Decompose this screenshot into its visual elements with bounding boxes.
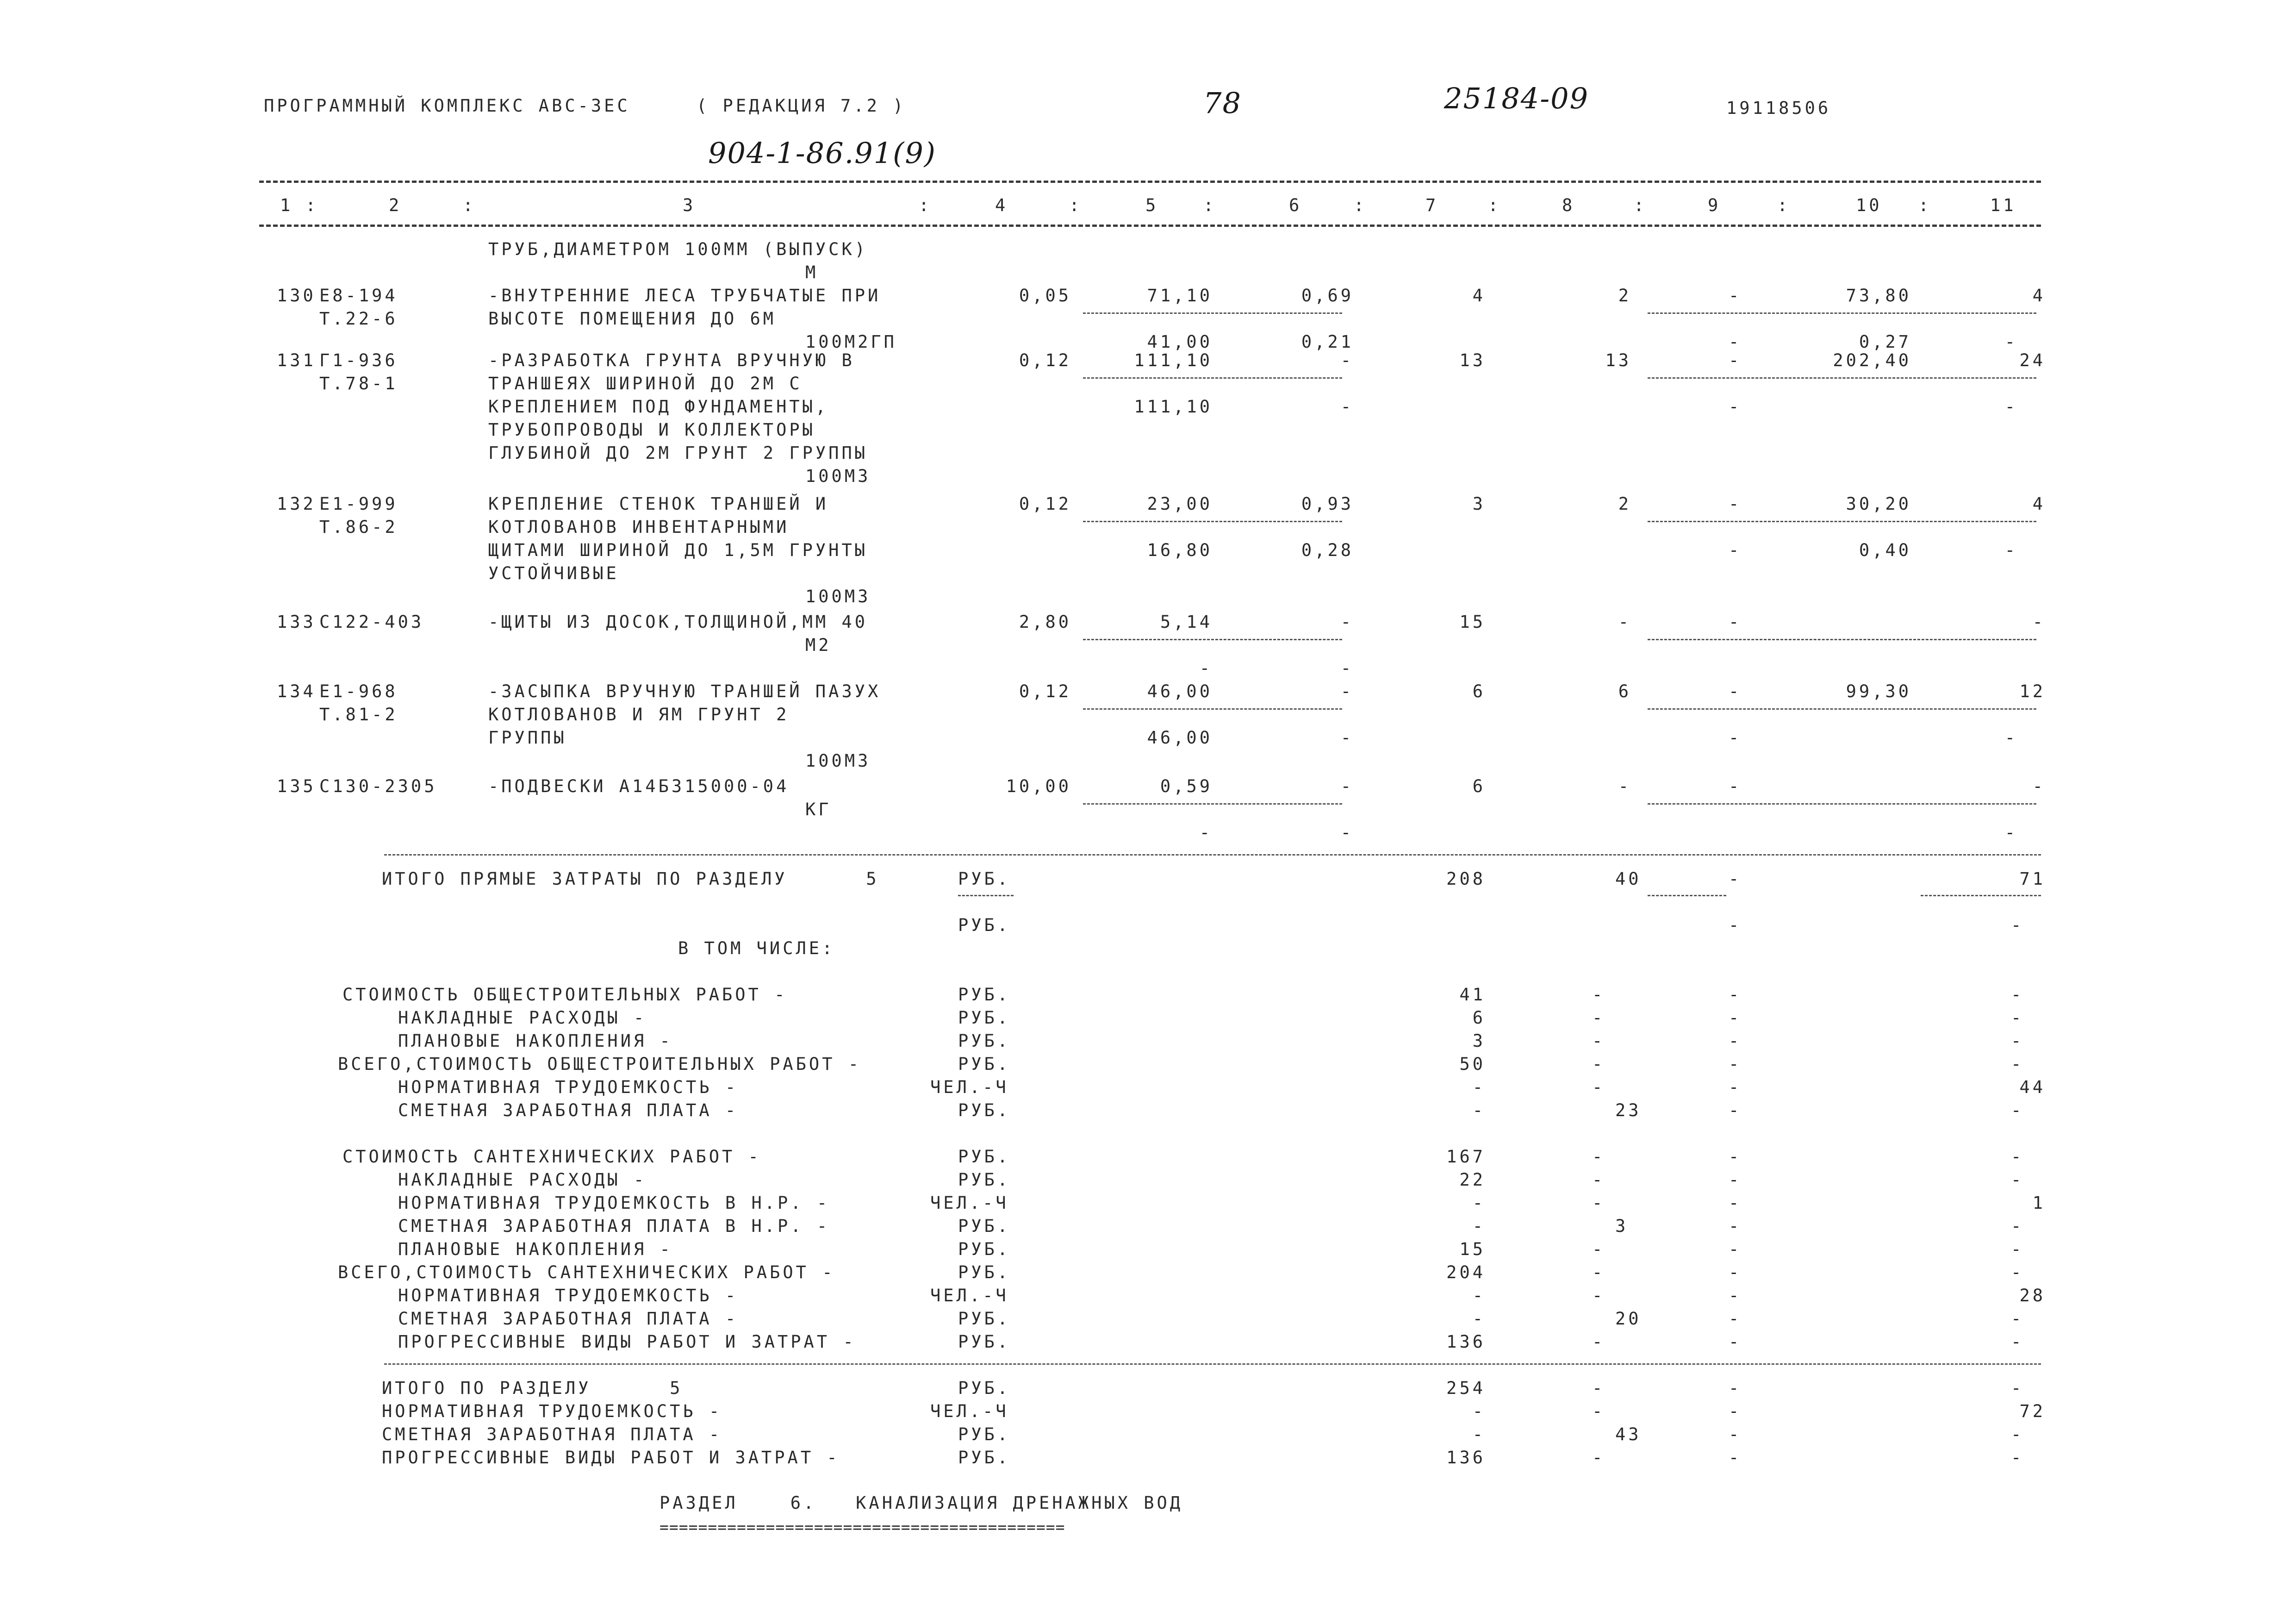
subtotal-divider (1648, 803, 2036, 805)
total-col8: 23 (1615, 1100, 1642, 1120)
cell-col11: - (2032, 612, 2046, 632)
cell-col5: 111,10 (1134, 350, 1213, 370)
total-col8: - (1592, 1193, 1605, 1213)
row-unit: КГ (805, 800, 832, 819)
total-label: ПЛАНОВЫЕ НАКОПЛЕНИЯ - (398, 1031, 673, 1051)
total-label: СМЕТНАЯ ЗАРАБОТНАЯ ПЛАТА - (398, 1100, 739, 1120)
row-unit: М2 (805, 635, 832, 655)
column-header-20: 11 (1990, 195, 2016, 215)
cell-col11-sub: - (2004, 397, 2018, 417)
header-rule (259, 225, 2041, 227)
total-col11: 71 (2019, 869, 2046, 889)
total-col8: - (1592, 1170, 1605, 1190)
total-col8: - (1592, 1286, 1605, 1305)
total-col9: - (1729, 1170, 1742, 1190)
row-description: КРЕПЛЕНИЕ СТЕНОК ТРАНШЕЙ И (488, 494, 829, 514)
cell-col10-sub: 0,27 (1859, 332, 1911, 352)
total-col8: 3 (1615, 1216, 1629, 1236)
cell-col9-sub: - (1729, 332, 1742, 352)
total-col9: - (1729, 915, 1742, 935)
cell-col4: 0,12 (1019, 681, 1071, 701)
total-label: ИТОГО ПРЯМЫЕ ЗАТРАТЫ ПО РАЗДЕЛУ 5 (382, 869, 879, 889)
total-unit: РУБ. (958, 1100, 1011, 1120)
total-unit: РУБ. (958, 915, 1011, 935)
total-col11: - (2011, 1054, 2024, 1074)
subtotal-divider (1648, 639, 2036, 640)
total-unit: РУБ. (958, 1239, 1011, 1259)
cell-col5-sub: 16,80 (1147, 540, 1213, 560)
row-number: 133 (277, 612, 316, 632)
row-code: Т.81-2 (319, 705, 398, 725)
top-rule (259, 181, 2041, 183)
row-code: Т.86-2 (319, 517, 398, 537)
total-col7: - (1472, 1401, 1486, 1421)
cell-col7: 13 (1459, 350, 1486, 370)
cell-col5: 5,14 (1160, 612, 1213, 632)
cell-col8: 2 (1618, 286, 1631, 306)
column-header-12: 7 (1425, 195, 1439, 215)
section-underline: ========================================== (660, 1518, 1065, 1536)
column-header-15: : (1634, 195, 1647, 215)
column-header-0: 1 (280, 195, 293, 215)
cell-col5-sub: - (1199, 658, 1213, 678)
total-col9: - (1729, 1401, 1742, 1421)
row-unit: 100М3 (805, 587, 871, 606)
edition: ( РЕДАКЦИЯ 7.2 ) (697, 96, 906, 116)
total-col11: - (2011, 1008, 2024, 1028)
total-col7: - (1472, 1286, 1486, 1305)
total-col11: - (2011, 1424, 2024, 1444)
row-description: ГРУППЫ (488, 728, 567, 748)
row-description: КОТЛОВАНОВ ИНВЕНТАРНЫМИ (488, 517, 790, 537)
total-col9: - (1729, 1424, 1742, 1444)
total-unit: ЧЕЛ.-Ч (930, 1193, 1009, 1213)
total-col9: - (1729, 1378, 1742, 1398)
total-label: СТОИМОСТЬ САНТЕХНИЧЕСКИХ РАБОТ - (342, 1147, 761, 1167)
section-totals-rule (384, 1363, 2041, 1365)
total-col9: - (1729, 869, 1742, 889)
total-col11: - (2011, 1170, 2024, 1190)
cell-col11-sub: - (2004, 540, 2018, 560)
total-col11: - (2011, 985, 2024, 1005)
total-col11: 1 (2032, 1193, 2046, 1213)
total-col11: - (2011, 1216, 2024, 1236)
total-unit: РУБ. (958, 985, 1011, 1005)
total-unit: РУБ. (958, 1378, 1011, 1398)
cell-col4: 2,80 (1019, 612, 1071, 632)
total-label: НАКЛАДНЫЕ РАСХОДЫ - (398, 1008, 647, 1028)
cell-col6: - (1340, 776, 1354, 796)
total-col11: - (2011, 1309, 2024, 1329)
column-header-16: 9 (1708, 195, 1721, 215)
total-col9: - (1729, 1332, 1742, 1352)
column-header-13: : (1488, 195, 1501, 215)
row-unit: М (805, 262, 819, 282)
cell-col5-sub: 41,00 (1147, 332, 1213, 352)
total-col8: - (1592, 1031, 1605, 1051)
cell-col10-sub: 0,40 (1859, 540, 1911, 560)
total-col8: - (1592, 1448, 1605, 1468)
cell-col8: 6 (1618, 681, 1631, 701)
cell-col6: - (1340, 612, 1354, 632)
total-col11: - (2011, 1147, 2024, 1167)
cell-col4: 0,12 (1019, 494, 1071, 514)
total-unit: РУБ. (958, 1332, 1011, 1352)
cell-col9-sub: - (1729, 540, 1742, 560)
cell-col8: 2 (1618, 494, 1631, 514)
cell-col5: 46,00 (1147, 681, 1213, 701)
subtotal-divider (1083, 521, 1342, 522)
total-label: НАКЛАДНЫЕ РАСХОДЫ - (398, 1170, 647, 1190)
cell-col8: - (1618, 612, 1631, 632)
total-label: СМЕТНАЯ ЗАРАБОТНАЯ ПЛАТА - (382, 1424, 722, 1444)
total-unit: РУБ. (958, 1054, 1011, 1074)
total-unit: ЧЕЛ.-Ч (930, 1286, 1009, 1305)
cell-col8: - (1618, 776, 1631, 796)
total-col8: - (1592, 1401, 1605, 1421)
total-unit: РУБ. (958, 1309, 1011, 1329)
total-col9: - (1729, 1077, 1742, 1097)
cell-col7: 6 (1472, 776, 1486, 796)
cell-col9: - (1729, 286, 1742, 306)
column-header-2: 2 (389, 195, 402, 215)
cell-col11: - (2032, 776, 2046, 796)
total-col8: - (1592, 1262, 1605, 1282)
total-col9: - (1729, 1147, 1742, 1167)
row-code: Е1-968 (319, 681, 398, 701)
row-description: -ЩИТЫ ИЗ ДОСОК,ТОЛЩИНОЙ,ММ 40 (488, 612, 868, 632)
column-header-19: : (1918, 195, 1932, 215)
total-col8: - (1592, 1008, 1605, 1028)
total-col9: - (1729, 1286, 1742, 1305)
total-unit: РУБ. (958, 1424, 1011, 1444)
row-number: 135 (277, 776, 316, 796)
program-name: ПРОГРАММНЫЙ КОМПЛЕКС АВС-ЗЕС (264, 96, 630, 116)
total-col7: 204 (1446, 1262, 1486, 1282)
total-col7: 3 (1472, 1031, 1486, 1051)
total-col7: 15 (1459, 1239, 1486, 1259)
row-description: ТРАНШЕЯХ ШИРИНОЙ ДО 2М С (488, 374, 803, 394)
total-col11: - (2011, 1100, 2024, 1120)
total-unit: РУБ. (958, 1147, 1011, 1167)
subtotal-divider (958, 895, 1014, 896)
total-label: НОРМАТИВНАЯ ТРУДОЕМКОСТЬ - (382, 1401, 722, 1421)
cell-col10: 202,40 (1833, 350, 1911, 370)
total-col8: - (1592, 1239, 1605, 1259)
total-col11: - (2011, 915, 2024, 935)
total-col7: 167 (1446, 1147, 1486, 1167)
document-code: 19118506 (1726, 98, 1831, 118)
total-col11: - (2011, 1448, 2024, 1468)
column-header-6: 4 (995, 195, 1008, 215)
total-label: ПРОГРЕССИВНЫЕ ВИДЫ РАБОТ И ЗАТРАТ - (398, 1332, 856, 1352)
row-number: 130 (277, 286, 316, 306)
total-unit: ЧЕЛ.-Ч (930, 1077, 1009, 1097)
project-number: 904-1-86.91(9) (708, 136, 936, 170)
cell-col11: 12 (2019, 681, 2046, 701)
row-unit: 100М3 (805, 751, 871, 771)
row-description: -ЗАСЫПКА ВРУЧНУЮ ТРАНШЕЙ ПАЗУХ (488, 681, 881, 701)
subtotal-divider (1083, 639, 1342, 640)
cell-col6-sub: 0,21 (1301, 332, 1354, 352)
total-label: ВСЕГО,СТОИМОСТЬ САНТЕХНИЧЕСКИХ РАБОТ - (338, 1262, 835, 1282)
row-unit: 100М3 (805, 466, 871, 486)
column-header-9: : (1203, 195, 1217, 215)
cell-col11-sub: - (2004, 728, 2018, 748)
cell-col6-sub: - (1340, 728, 1354, 748)
total-col7: - (1472, 1077, 1486, 1097)
cell-col6-sub: - (1340, 397, 1354, 417)
subtotal-divider (1083, 708, 1342, 710)
cell-col6-sub: - (1340, 823, 1354, 843)
total-label: НОРМАТИВНАЯ ТРУДОЕМКОСТЬ - (398, 1077, 739, 1097)
total-unit: РУБ. (958, 1448, 1011, 1468)
row-description: ТРУБ,ДИАМЕТРОМ 100ММ (ВЫПУСК) (488, 239, 868, 259)
column-header-5: : (919, 195, 932, 215)
total-col7: - (1472, 1424, 1486, 1444)
total-col8: 20 (1615, 1309, 1642, 1329)
total-col9: - (1729, 1262, 1742, 1282)
total-col11: 28 (2019, 1286, 2046, 1305)
cell-col5: 71,10 (1147, 286, 1213, 306)
total-col7: - (1472, 1309, 1486, 1329)
total-col11: 72 (2019, 1401, 2046, 1421)
row-description: ЩИТАМИ ШИРИНОЙ ДО 1,5М ГРУНТЫ (488, 540, 868, 560)
total-label: НОРМАТИВНАЯ ТРУДОЕМКОСТЬ В Н.Р. - (398, 1193, 830, 1213)
row-code: Г1-936 (319, 350, 398, 370)
total-label: ИТОГО ПО РАЗДЕЛУ 5 (382, 1378, 683, 1398)
cell-col6: - (1340, 350, 1354, 370)
cell-col4: 10,00 (1006, 776, 1071, 796)
cell-col9: - (1729, 350, 1742, 370)
subtotal-divider (1083, 312, 1342, 314)
subtotal-divider (1648, 521, 2036, 522)
cell-col9: - (1729, 612, 1742, 632)
total-col9: - (1729, 1309, 1742, 1329)
total-col11: - (2011, 1031, 2024, 1051)
total-col7: - (1472, 1193, 1486, 1213)
subtotal-divider (1921, 895, 2041, 896)
row-description: -ПОДВЕСКИ А14Б315000-04 (488, 776, 790, 796)
row-description: -РАЗРАБОТКА ГРУНТА ВРУЧНУЮ В (488, 350, 855, 370)
column-header-3: : (463, 195, 476, 215)
total-col8: 43 (1615, 1424, 1642, 1444)
row-description: КОТЛОВАНОВ И ЯМ ГРУНТ 2 (488, 705, 790, 725)
cell-col4: 0,12 (1019, 350, 1071, 370)
total-col7: 254 (1446, 1378, 1486, 1398)
cell-col11-sub: - (2004, 332, 2018, 352)
cell-col6: - (1340, 681, 1354, 701)
total-col8: - (1592, 1332, 1605, 1352)
cell-col8: 13 (1605, 350, 1631, 370)
section-title: РАЗДЕЛ 6. КАНАЛИЗАЦИЯ ДРЕНАЖНЫХ ВОД (660, 1493, 1183, 1513)
total-col8: - (1592, 1077, 1605, 1097)
subtotal-divider (1648, 377, 2036, 379)
row-description: ВЫСОТЕ ПОМЕЩЕНИЯ ДО 6М (488, 309, 777, 329)
total-col11: 44 (2019, 1077, 2046, 1097)
subtotal-divider (1083, 377, 1342, 379)
cell-col7: 3 (1472, 494, 1486, 514)
document-number: 25184-09 (1444, 81, 1589, 115)
total-col7: 41 (1459, 985, 1486, 1005)
cell-col6: 0,93 (1301, 494, 1354, 514)
total-col8: - (1592, 1147, 1605, 1167)
row-description: -ВНУТРЕННИЕ ЛЕСА ТРУБЧАТЫЕ ПРИ (488, 286, 881, 306)
subtotal-divider (1648, 895, 1726, 896)
column-header-11: : (1354, 195, 1367, 215)
cell-col10: 30,20 (1846, 494, 1911, 514)
column-header-7: : (1069, 195, 1083, 215)
total-col11: - (2011, 1332, 2024, 1352)
cell-col9: - (1729, 776, 1742, 796)
cell-col7: 4 (1472, 286, 1486, 306)
total-col7: 22 (1459, 1170, 1486, 1190)
total-col7: 136 (1446, 1448, 1486, 1468)
cell-col4: 0,05 (1019, 286, 1071, 306)
total-col7: 50 (1459, 1054, 1486, 1074)
total-unit: РУБ. (958, 1216, 1011, 1236)
cell-col5: 0,59 (1160, 776, 1213, 796)
cell-col9-sub: - (1729, 728, 1742, 748)
column-header-10: 6 (1289, 195, 1302, 215)
totals-rule (384, 854, 2041, 856)
cell-col10: 73,80 (1846, 286, 1911, 306)
total-col9: - (1729, 1008, 1742, 1028)
total-col8: - (1592, 985, 1605, 1005)
row-description: КРЕПЛЕНИЕМ ПОД ФУНДАМЕНТЫ, (488, 397, 829, 417)
total-col8: - (1592, 1378, 1605, 1398)
subtotal-divider (1648, 708, 2036, 710)
total-label: СМЕТНАЯ ЗАРАБОТНАЯ ПЛАТА В Н.Р. - (398, 1216, 830, 1236)
cell-col9: - (1729, 494, 1742, 514)
total-col7: - (1472, 1216, 1486, 1236)
row-code: Т.78-1 (319, 374, 398, 394)
row-code: Е8-194 (319, 286, 398, 306)
column-header-17: : (1777, 195, 1791, 215)
total-unit: РУБ. (958, 1008, 1011, 1028)
total-col9: - (1729, 985, 1742, 1005)
cell-col11: 4 (2032, 286, 2046, 306)
total-col7: 136 (1446, 1332, 1486, 1352)
row-number: 131 (277, 350, 316, 370)
total-col7: 6 (1472, 1008, 1486, 1028)
total-label: ВСЕГО,СТОИМОСТЬ ОБЩЕСТРОИТЕЛЬНЫХ РАБОТ - (338, 1054, 862, 1074)
row-number: 134 (277, 681, 316, 701)
total-col7: - (1472, 1100, 1486, 1120)
total-col11: - (2011, 1262, 2024, 1282)
cell-col11: 4 (2032, 494, 2046, 514)
cell-col5-sub: 46,00 (1147, 728, 1213, 748)
cell-col7: 6 (1472, 681, 1486, 701)
total-col9: - (1729, 1216, 1742, 1236)
column-header-1: : (305, 195, 319, 215)
cell-col11-sub: - (2004, 823, 2018, 843)
cell-col6: 0,69 (1301, 286, 1354, 306)
column-header-18: 10 (1856, 195, 1882, 215)
subtotal-divider (1648, 312, 2036, 314)
total-label: ПЛАНОВЫЕ НАКОПЛЕНИЯ - (398, 1239, 673, 1259)
total-col9: - (1729, 1239, 1742, 1259)
cell-col7: 15 (1459, 612, 1486, 632)
total-col9: - (1729, 1448, 1742, 1468)
total-unit: РУБ. (958, 869, 1011, 889)
total-col11: - (2011, 1378, 2024, 1398)
subtotal-divider (1083, 803, 1342, 805)
total-unit: РУБ. (958, 1262, 1011, 1282)
row-unit: 100М2ГП (805, 332, 897, 352)
total-col11: - (2011, 1239, 2024, 1259)
total-col8: 40 (1615, 869, 1642, 889)
row-code: Т.22-6 (319, 309, 398, 329)
row-code: С122-403 (319, 612, 424, 632)
cell-col6-sub: - (1340, 658, 1354, 678)
total-col9: - (1729, 1100, 1742, 1120)
total-unit: РУБ. (958, 1170, 1011, 1190)
page-number: 78 (1203, 86, 1242, 120)
cell-col6-sub: 0,28 (1301, 540, 1354, 560)
cell-col5-sub: - (1199, 823, 1213, 843)
total-label: СТОИМОСТЬ ОБЩЕСТРОИТЕЛЬНЫХ РАБОТ - (342, 985, 788, 1005)
total-col9: - (1729, 1193, 1742, 1213)
row-description: УСТОЙЧИВЫЕ (488, 563, 619, 583)
total-label: ПРОГРЕССИВНЫЕ ВИДЫ РАБОТ И ЗАТРАТ - (382, 1448, 840, 1468)
row-number: 132 (277, 494, 316, 514)
total-label: В ТОМ ЧИСЛЕ: (678, 938, 835, 958)
total-label: НОРМАТИВНАЯ ТРУДОЕМКОСТЬ - (398, 1286, 739, 1305)
cell-col11: 24 (2019, 350, 2046, 370)
column-header-14: 8 (1562, 195, 1575, 215)
total-unit: РУБ. (958, 1031, 1011, 1051)
column-header-4: 3 (683, 195, 696, 215)
total-unit: ЧЕЛ.-Ч (930, 1401, 1009, 1421)
row-code: Е1-999 (319, 494, 398, 514)
total-col9: - (1729, 1031, 1742, 1051)
total-col9: - (1729, 1054, 1742, 1074)
row-description: ГЛУБИНОЙ ДО 2М ГРУНТ 2 ГРУППЫ (488, 443, 868, 463)
total-col7: 208 (1446, 869, 1486, 889)
row-code: С130-2305 (319, 776, 437, 796)
cell-col5: 23,00 (1147, 494, 1213, 514)
row-description: ТРУБОПРОВОДЫ И КОЛЛЕКТОРЫ (488, 420, 815, 440)
cell-col9: - (1729, 681, 1742, 701)
cell-col10: 99,30 (1846, 681, 1911, 701)
column-header-8: 5 (1145, 195, 1159, 215)
cell-col9-sub: - (1729, 397, 1742, 417)
total-col8: - (1592, 1054, 1605, 1074)
cell-col5-sub: 111,10 (1134, 397, 1213, 417)
total-label: СМЕТНАЯ ЗАРАБОТНАЯ ПЛАТА - (398, 1309, 739, 1329)
